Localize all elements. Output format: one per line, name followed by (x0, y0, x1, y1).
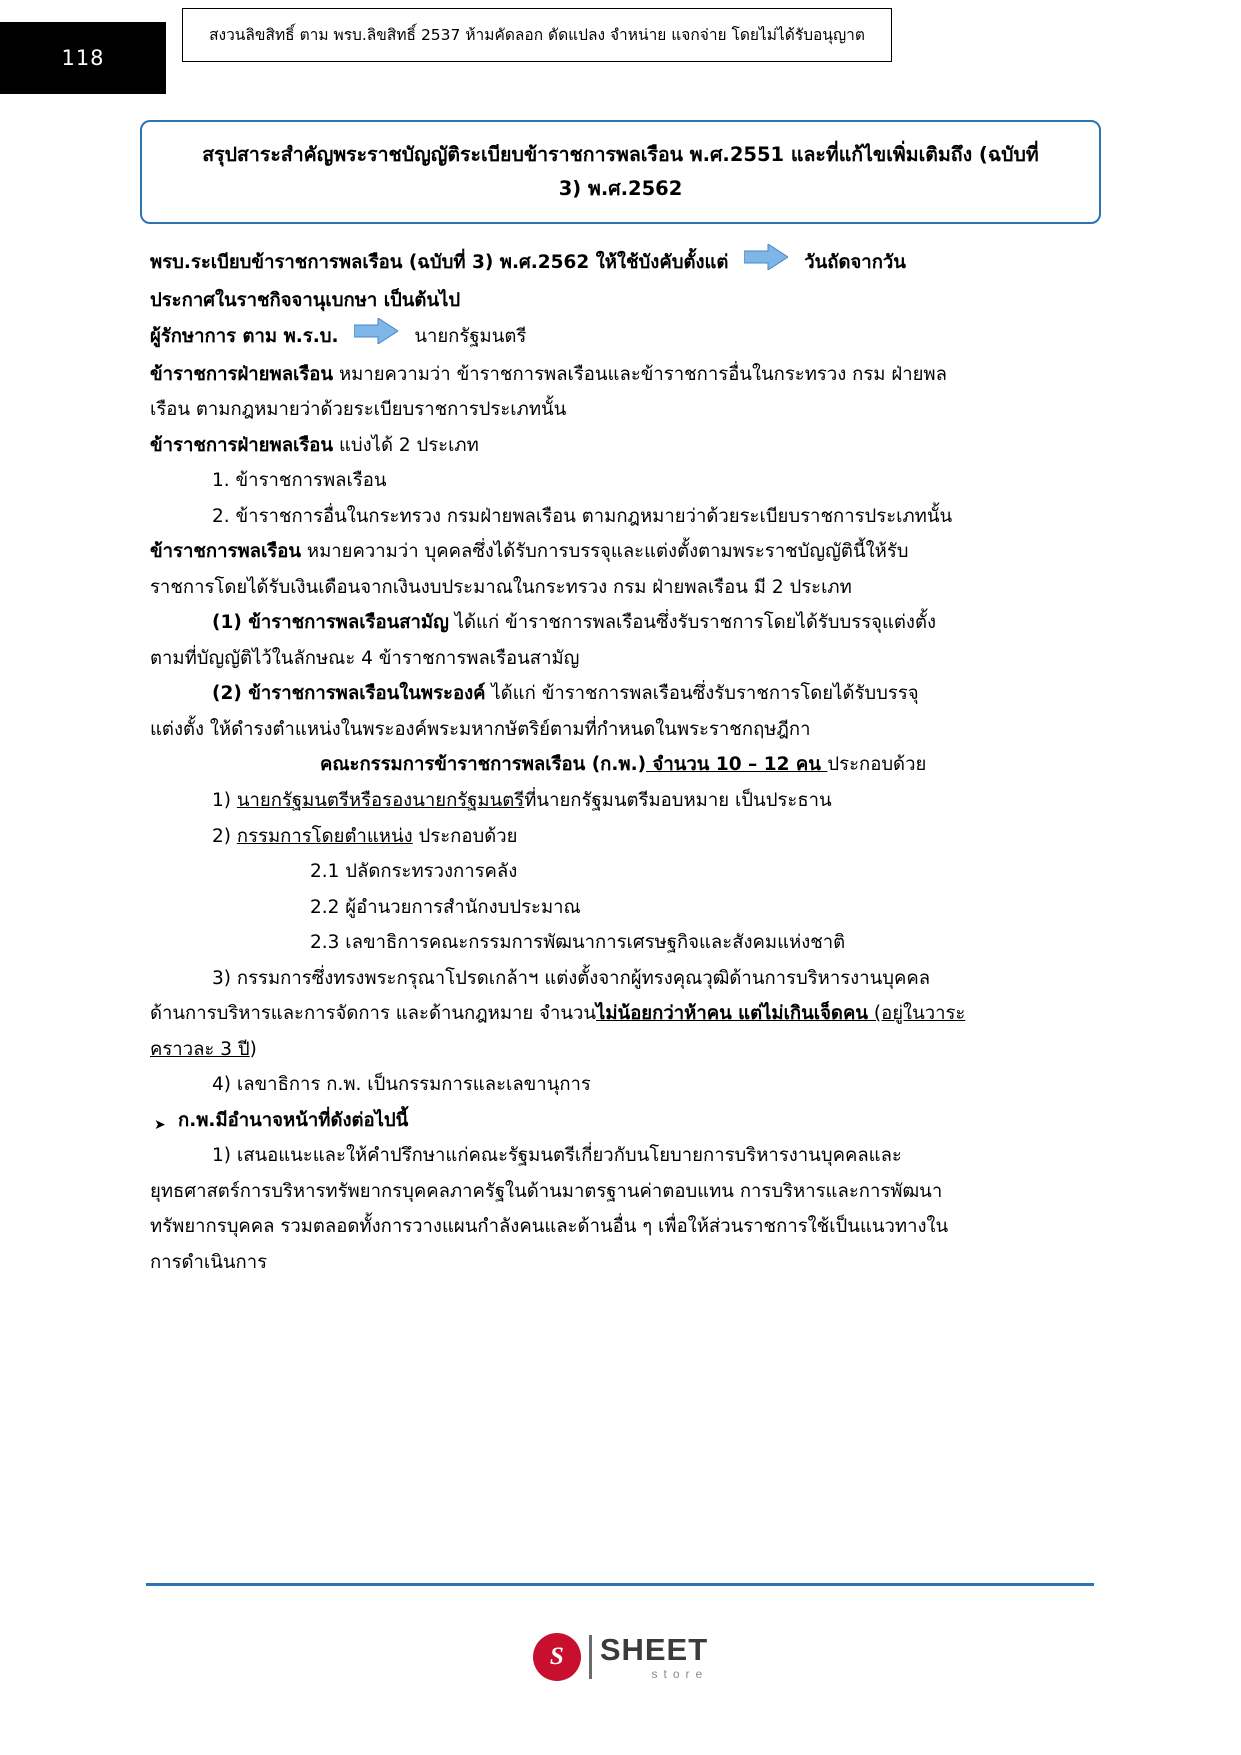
committee-item-2-3: 2.3 เลขาธิการคณะกรรมการพัฒนาการเศรษฐกิจและสังคมแห่งชาติ (310, 932, 846, 954)
committee-item-3-line1: 3) กรรมการซึ่งทรงพระกรุณาโปรดเกล้าฯ แต่งตั้งจากผู้ทรงคุณวุฒิด้านการบริหารงานบุคคล (212, 967, 931, 989)
minister-value: นายกรัฐมนตรี (414, 326, 527, 348)
authority-item-1-line2: ยุทธศาสตร์การบริหารทรัพยากรบุคคลภาครัฐในด้านมาตรฐานค่าตอบแทน การบริหารและการพัฒนา (150, 1180, 943, 1202)
brand-text (600, 1634, 708, 1680)
list-item-type-1: 1. ข้าราชการพลเรือน (212, 470, 387, 492)
authority-item-1-line3: ทรัพยากรบุคคล รวมตลอดทั้งการวางแผนกำลังคนและด้านอื่น ๆ เพื่อให้ส่วนราชการใช้เป็นแนวทางใน (150, 1216, 949, 1238)
civil-servant-definition: หมายความว่า บุคคลซึ่งได้รับการบรรจุและแต่งตั้งตามพระราชบัญญัตินี้ให้รับ (301, 541, 909, 563)
committee-item-3-count: ไม่น้อยกว่าห้าคน แต่ไม่เกินเจ็ดคน (596, 1003, 868, 1025)
logo-mark-icon: S (533, 1633, 581, 1681)
brand-tagline: store (651, 1667, 709, 1681)
committee-item-2-rest: ประกอบด้วย (412, 825, 518, 847)
logo-divider (589, 1635, 592, 1679)
page-header (0, 0, 1241, 100)
civil-sector-definition: หมายความว่า ข้าราชการพลเรือนและข้าราชการอื่นในกระทรวง กรม ฝ่ายพล (333, 363, 947, 385)
committee-name: คณะกรรมการข้าราชการพลเรือน (ก.พ.) (320, 754, 647, 776)
civil-sector-types-rest: แบ่งได้ 2 ประเภท (333, 434, 479, 456)
committee-item-2 (150, 819, 1091, 855)
paragraph-ordinary-civil-servant (150, 605, 1091, 676)
ordinary-civil-servant-rest: ได้แก่ ข้าราชการพลเรือนซึ่งรับราชการโดยได้รับบรรจุแต่งตั้ง (448, 612, 936, 634)
page-footer (0, 1575, 1241, 1755)
committee-item-1-rest: ที่นายกรัฐมนตรีมอบหมาย เป็นประธาน (524, 789, 832, 811)
committee-item-1-number: 1) (212, 789, 237, 811)
paragraph-enforcement (150, 244, 1091, 318)
civil-servant-term: ข้าราชการพลเรือน (150, 541, 301, 563)
triangle-bullet-icon: ➤ (154, 1116, 166, 1133)
ordinary-civil-servant-term: (1) ข้าราชการพลเรือนสามัญ (212, 612, 449, 634)
enforcement-text-a: พรบ.ระเบียบข้าราชการพลเรือน (ฉบับที่ 3) พ.ศ.2562 ให้ใช้บังคับตั้งแต่ (150, 252, 729, 274)
paragraph-committee-heading (150, 747, 1091, 783)
title-line-2: 3) พ.ศ.2562 (558, 177, 683, 201)
committee-item-2-2: 2.2 ผู้อำนวยการสำนักงบประมาณ (310, 896, 581, 918)
brand-logo (0, 1633, 1241, 1681)
paragraph-minister (150, 318, 1091, 357)
authority-item-1-line4: การดำเนินการ (150, 1251, 268, 1273)
enforcement-text-c: ประกาศในราชกิจจานุเบกษา เป็นต้นไป (150, 289, 461, 311)
document-content (0, 104, 1241, 1280)
paragraph-civil-sector-definition (150, 357, 1091, 428)
committee-item-3-term: (อยู่ในวาระ (867, 1003, 966, 1025)
paragraph-civil-sector-types (150, 428, 1091, 464)
arrow-icon (354, 318, 398, 357)
royal-civil-servant-line2: แต่งตั้ง ให้ดำรงตำแหน่งในพระองค์พระมหากษัตริย์ตามที่กำหนดในพระราชกฤษฎีกา (150, 718, 811, 740)
civil-sector-types-term: ข้าราชการฝ่ายพลเรือน (150, 434, 334, 456)
list-item-type-2: 2. ข้าราชการอื่นในกระทรวง กรมฝ่ายพลเรือน ตามกฎหมายว่าด้วยระเบียบราชการประเภทนั้น (212, 505, 953, 527)
arrow-icon (744, 244, 788, 283)
authority-heading-text: ก.พ.มีอำนาจหน้าที่ดังต่อไปนี้ (178, 1109, 409, 1131)
paragraph-civil-servant-definition (150, 534, 1091, 605)
document-title (140, 120, 1101, 224)
committee-item-3-close: ) (249, 1038, 257, 1060)
committee-item-2-underlined: กรรมการโดยตำแหน่ง (236, 825, 413, 847)
authority-heading (150, 1103, 1091, 1139)
minister-label: ผู้รักษาการ ตาม พ.ร.บ. (150, 326, 339, 348)
ordinary-civil-servant-line2: ตามที่บัญญัติไว้ในลักษณะ 4 ข้าราชการพลเรือนสามัญ (150, 647, 580, 669)
paragraph-royal-civil-servant (150, 676, 1091, 747)
brand-name: SHEET (599, 1632, 709, 1667)
committee-item-3-line2 (150, 996, 1091, 1032)
committee-count: จำนวน 10 – 12 คน (646, 754, 828, 776)
committee-item-2-1: 2.1 ปลัดกระทรวงการคลัง (310, 861, 518, 883)
title-line-1: สรุปสาระสำคัญพระราชบัญญัติระเบียบข้าราชการพลเรือน พ.ศ.2551 และที่แก้ไขเพิ่มเติมถึง (ฉบับที่ (202, 143, 1039, 166)
footer-divider (146, 1583, 1094, 1586)
committee-item-3-line3 (150, 1032, 1091, 1068)
committee-item-3-term2: คราวละ 3 ปี (150, 1038, 250, 1060)
enforcement-text-b: วันถัดจากวัน (804, 252, 906, 274)
copyright-notice: สงวนลิขสิทธิ์ ตาม พรบ.ลิขสิทธิ์ 2537 ห้ามคัดลอก ดัดแปลง จำหน่าย แจกจ่าย โดยไม่ได้รับอนุญาต (182, 8, 892, 62)
committee-heading-rest: ประกอบด้วย (827, 754, 927, 776)
civil-sector-definition-line2: เรือน ตามกฎหมายว่าด้วยระเบียบราชการประเภทนั้น (150, 399, 567, 421)
committee-item-3 (150, 961, 1091, 1068)
royal-civil-servant-rest: ได้แก่ ข้าราชการพลเรือนซึ่งรับราชการโดยได้รับบรรจุ (485, 683, 919, 705)
committee-item-4: 4) เลขาธิการ ก.พ. เป็นกรรมการและเลขานุการ (212, 1074, 591, 1096)
committee-item-1-underlined: นายกรัฐมนตรีหรือรองนายกรัฐมนตรี (236, 789, 525, 811)
authority-item-1 (150, 1138, 1091, 1280)
royal-civil-servant-term: (2) ข้าราชการพลเรือนในพระองค์ (212, 683, 486, 705)
committee-item-1 (150, 783, 1091, 819)
civil-sector-term: ข้าราชการฝ่ายพลเรือน (150, 363, 334, 385)
committee-item-3-line2-text: ด้านการบริหารและการจัดการ และด้านกฎหมาย จำนวน (150, 1003, 597, 1025)
page-number: 118 (0, 22, 166, 94)
civil-servant-definition-line2: ราชการโดยได้รับเงินเดือนจากเงินงบประมาณในกระทรวง กรม ฝ่ายพลเรือน มี 2 ประเภท (150, 576, 852, 598)
authority-item-1-line1: 1) เสนอแนะและให้คำปรึกษาแก่คณะรัฐมนตรีเกี่ยวกับนโยบายการบริหารงานบุคคลและ (212, 1145, 902, 1167)
committee-item-2-number: 2) (212, 825, 237, 847)
